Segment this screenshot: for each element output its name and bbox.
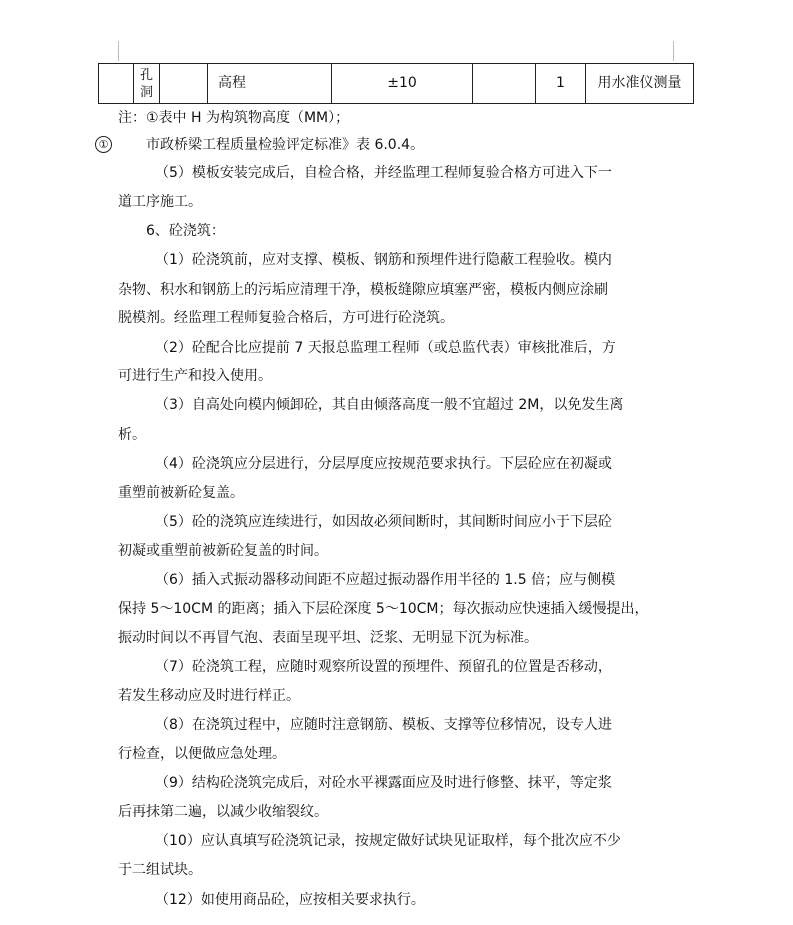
body-line: （8）在浇筑过程中，应随时注意钢筋、模板、支撑等位移情况，设专人进 xyxy=(155,717,612,733)
inspection-table xyxy=(98,63,694,104)
body-line: 初凝或重塑前被新砼复盖的时间。 xyxy=(118,543,328,559)
body-line: 若发生移动应及时进行样正。 xyxy=(118,688,300,704)
table-cell: 用水准仪测量 xyxy=(586,64,694,104)
table-cell: 1 xyxy=(536,64,586,104)
table-note: 注：①表中 H 为构筑物高度（MM）； xyxy=(118,110,350,126)
body-line: （5）砼的浇筑应连续进行，如因故必须间断时，其间断时间应小于下层砼 xyxy=(155,514,612,530)
table-cell xyxy=(473,64,536,104)
body-line: （10）应认真填写砼浇筑记录，按规定做好试块见证取样，每个批次应不少 xyxy=(155,833,621,849)
reference-marker: ① xyxy=(95,136,112,153)
body-line: 行检查，以便做应急处理。 xyxy=(118,746,286,762)
body-line: （1）砼浇筑前，应对支撑、模板、钢筋和预埋件进行隐蔽工程验收。模内 xyxy=(155,252,612,268)
body-line: 振动时间以不再冒气泡、表面呈现平坦、泛浆、无明显下沉为标准。 xyxy=(118,630,538,646)
table-cell xyxy=(99,64,134,104)
body-line: （2）砼配合比应提前 7 天报总监理工程师（或总监代表）审核批准后，方 xyxy=(155,340,616,356)
body-line: 重塑前被新砼复盖。 xyxy=(118,485,244,501)
body-line: （7）砼浇筑工程，应随时观察所设置的预埋件、预留孔的位置是否移动， xyxy=(155,659,612,675)
table-cell xyxy=(160,64,208,104)
body-line: （3）自高处向模内倾卸砼，其自由倾落高度一般不宜超过 2M，以免发生离 xyxy=(155,397,624,413)
body-line: 道工序施工。 xyxy=(118,194,202,210)
body-line: （12）如使用商品砼，应按相关要求执行。 xyxy=(155,892,425,908)
body-line: 可进行生产和投入使用。 xyxy=(118,368,272,384)
body-line: （9）结构砼浇筑完成后，对砼水平裸露面应及时进行修整、抹平，等定浆 xyxy=(155,775,612,791)
body-line: （6）插入式振动器移动间距不应超过振动器作用半径的 1.5 倍；应与侧模 xyxy=(155,572,616,588)
body-line: 后再抹第二遍，以减少收缩裂纹。 xyxy=(118,804,328,820)
body-line: （4）砼浇筑应分层进行，分层厚度应按规范要求执行。下层砼应在初凝或 xyxy=(155,456,612,472)
table-row xyxy=(99,64,694,104)
table-cell: 高程 xyxy=(208,64,332,104)
body-line: 于二组试块。 xyxy=(118,862,202,878)
body-line: （5）模板安装完成后，自检合格，并经监理工程师复验合格方可进入下一 xyxy=(155,165,612,181)
table-cell: ±10 xyxy=(332,64,473,104)
reference-text: 市政桥梁工程质量检验评定标准》表 6.0.4。 xyxy=(146,137,425,153)
body-line: 脱模剂。经监理工程师复验合格后，方可进行砼浇筑。 xyxy=(118,310,454,326)
table-cell: 孔洞 xyxy=(134,64,160,104)
body-line: 析。 xyxy=(118,427,146,443)
section-heading: 6、砼浇筑： xyxy=(146,223,225,239)
body-line: 杂物、积水和钢筋上的污垢应清理干净，模板缝隙应填塞严密，模板内侧应涂刷 xyxy=(118,282,608,298)
margin-mark-right-v xyxy=(673,41,674,61)
body-line: 保持 5～10CM 的距离；插入下层砼深度 5～10CM；每次振动应快速插入缓慢提出， xyxy=(118,601,649,617)
margin-mark-left-v xyxy=(118,41,119,61)
